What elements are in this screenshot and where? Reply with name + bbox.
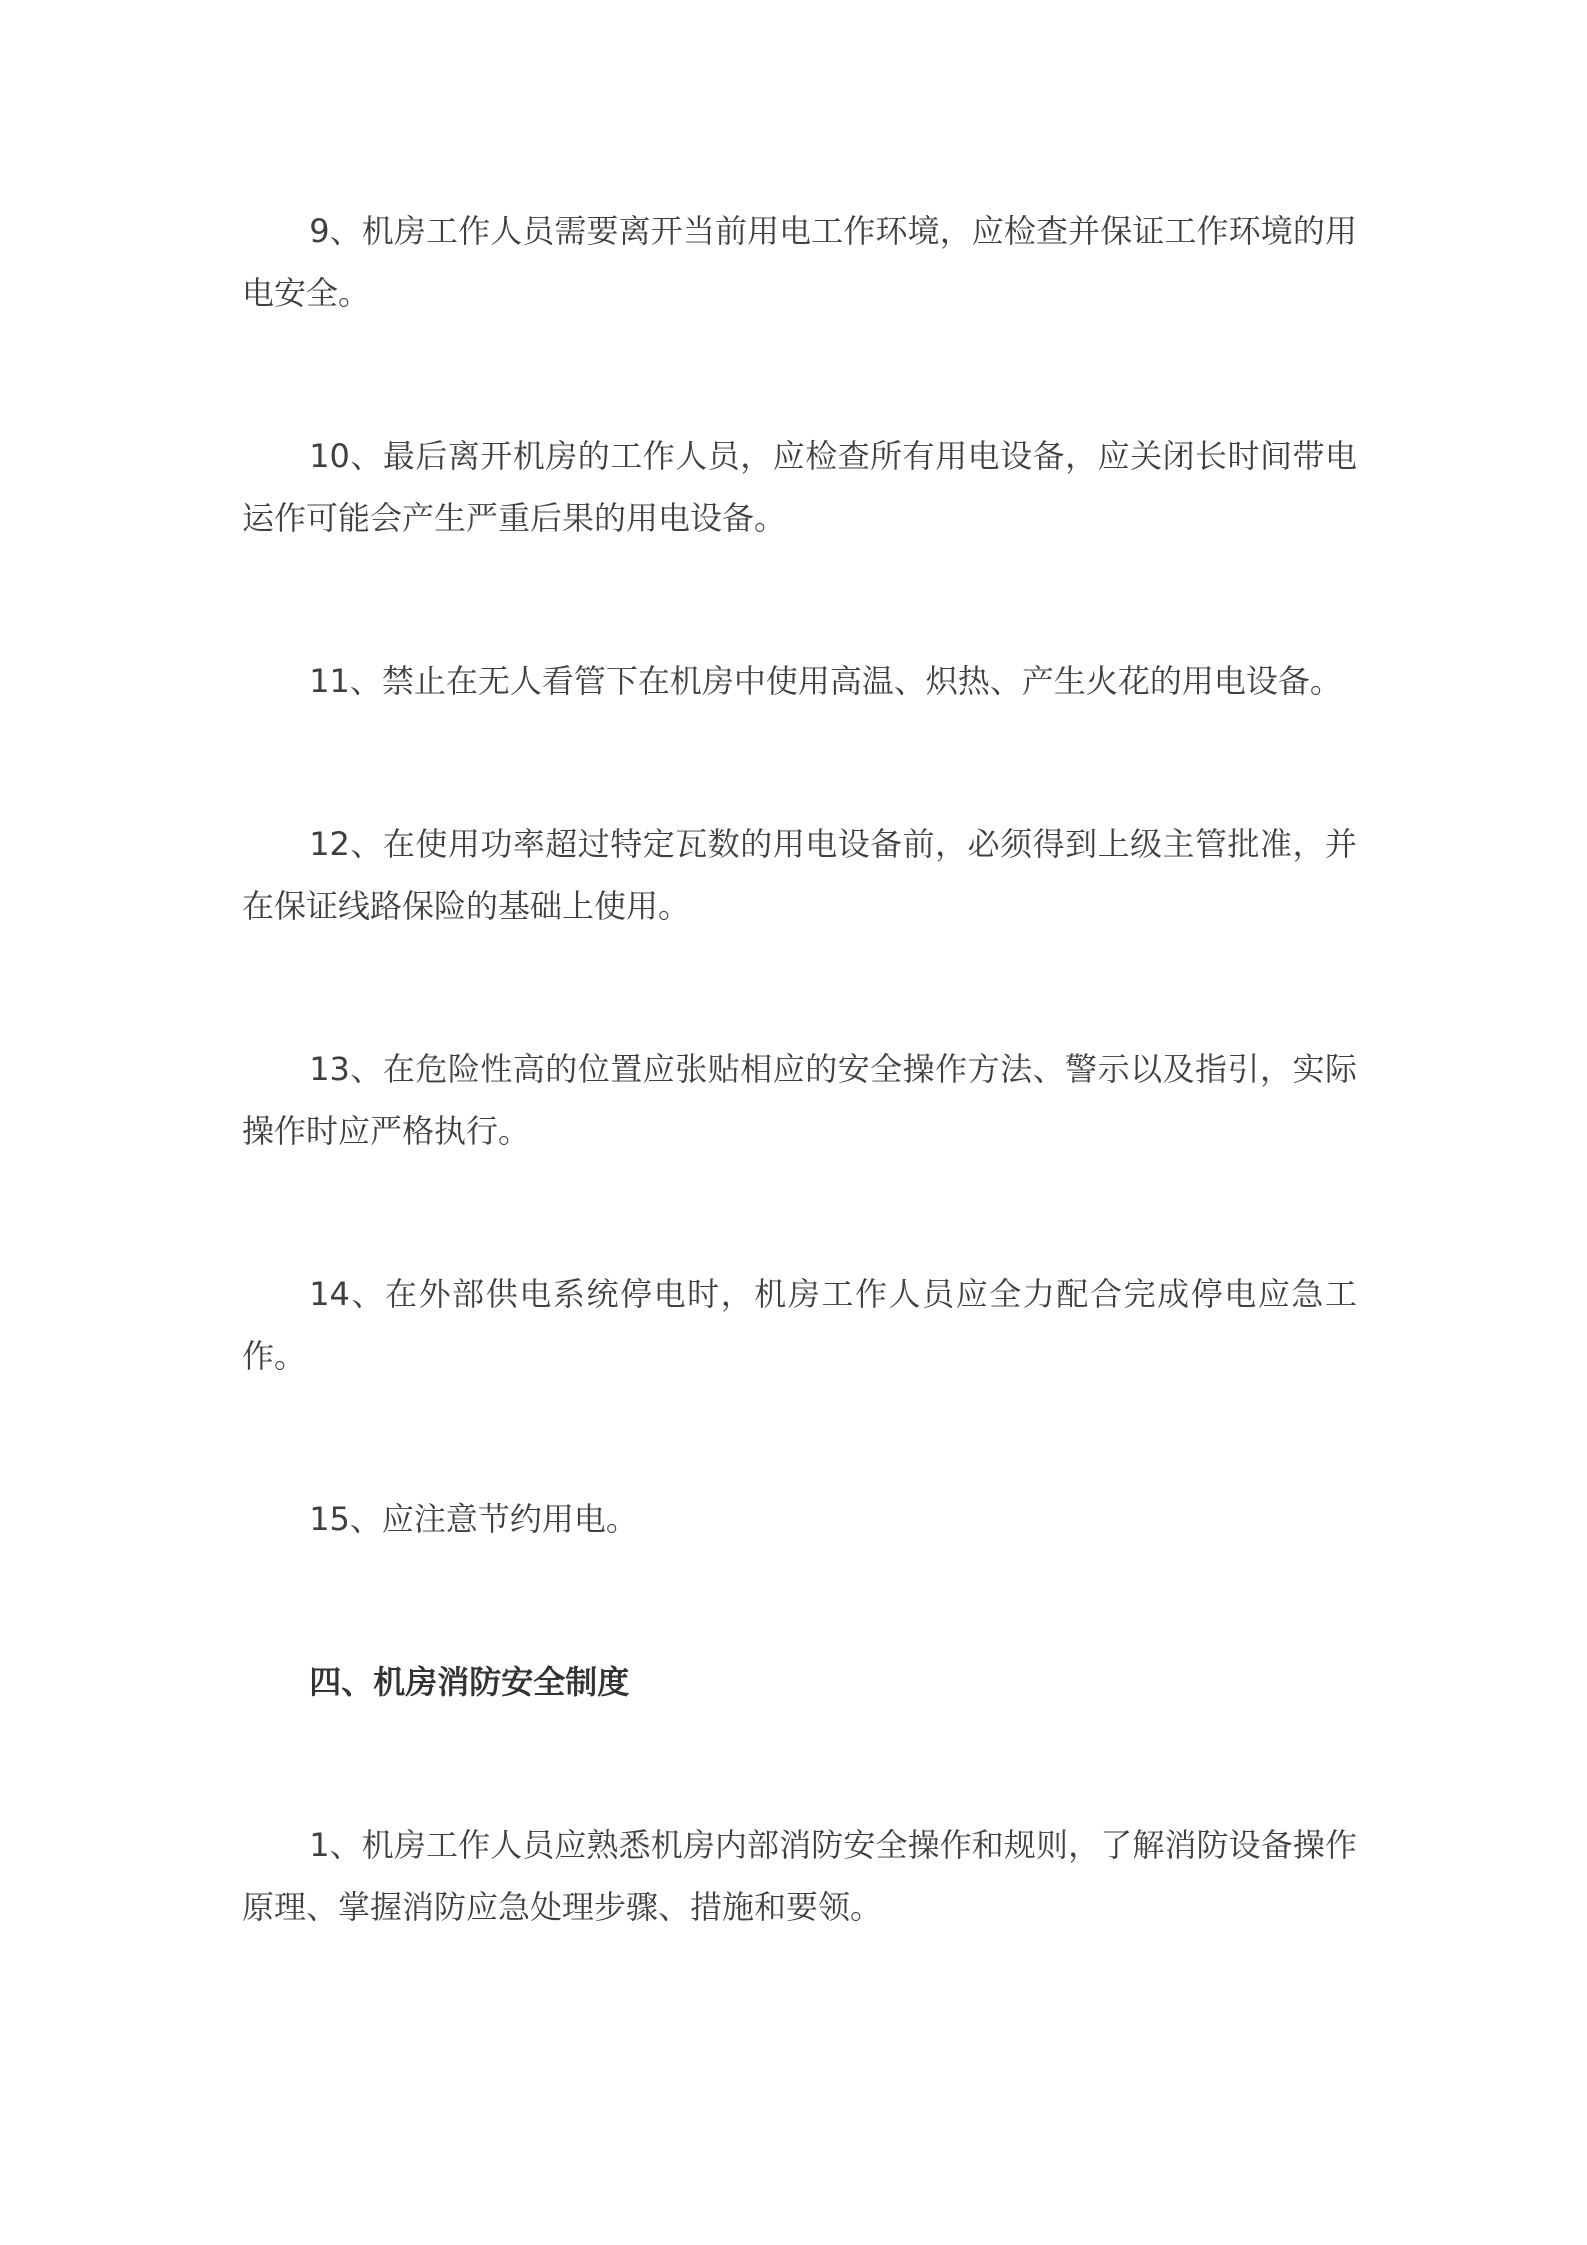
paragraph-item-12: 12、在使用功率超过特定瓦数的用电设备前，必须得到上级主管批准，并在保证线路保险的基础上使用。 — [242, 825, 1357, 925]
paragraph-item-13: 13、在危险性高的位置应张贴相应的安全操作方法、警示以及指引，实际操作时应严格执行。 — [242, 1050, 1357, 1150]
paragraph-item-11: 11、禁止在无人看管下在机房中使用高温、炽热、产生火花的用电设备。 — [309, 662, 1342, 700]
paragraph-item-1: 1、机房工作人员应熟悉机房内部消防安全操作和规则，了解消防设备操作原理、掌握消防应急处理步骤、措施和要领。 — [242, 1826, 1357, 1926]
section-heading: 四、机房消防安全制度 — [309, 1663, 630, 1701]
paragraph-item-9: 9、机房工作人员需要离开当前用电工作环境，应检查并保证工作环境的用电安全。 — [242, 212, 1357, 312]
document-page — [242, 200, 1357, 2039]
paragraph-item-10: 10、最后离开机房的工作人员，应检查所有用电设备，应关闭长时间带电运作可能会产生严重后果的用电设备。 — [242, 437, 1357, 537]
paragraph-item-14: 14、在外部供电系统停电时，机房工作人员应全力配合完成停电应急工作。 — [242, 1275, 1357, 1375]
paragraph-item-15: 15、应注意节约用电。 — [309, 1500, 638, 1538]
